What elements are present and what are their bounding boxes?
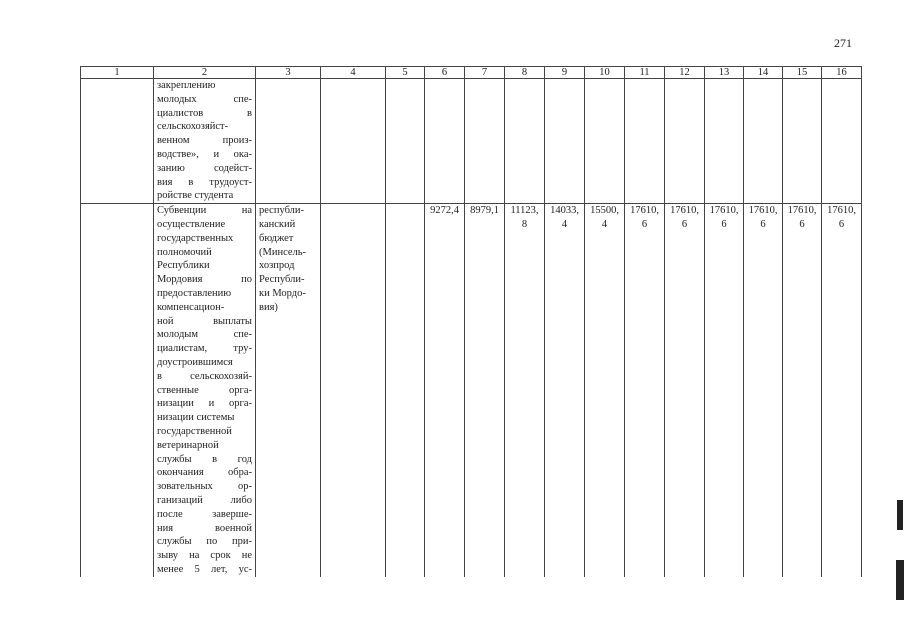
table-cell [386, 204, 425, 577]
text-line: ки Мордо- [259, 287, 306, 299]
value-part: 6 [721, 218, 727, 230]
text-line: Субвенции на [157, 205, 252, 217]
text-line: доустроившимся [157, 356, 233, 368]
column-header: 2 [154, 67, 256, 79]
value-part: 9272,4 [430, 205, 459, 217]
text-line: государственной [157, 425, 232, 437]
text-line: государственных [157, 232, 234, 244]
text-line: (Минсель- [259, 246, 307, 258]
value-part: 17610, [709, 205, 739, 217]
text-line: после заверше- [157, 508, 252, 520]
value-cell [425, 204, 465, 577]
text-line: сельскохозяйст- [157, 121, 229, 133]
value-part: 4 [561, 218, 568, 230]
text-line: низации и орга- [157, 398, 252, 410]
column-header: 15 [783, 67, 822, 79]
text-line: канский [259, 218, 296, 230]
column-header: 8 [505, 67, 545, 79]
table-cell [705, 79, 744, 204]
column-header: 5 [386, 67, 425, 79]
value-part: 15500, [590, 205, 619, 217]
value-part: 17610, [670, 205, 699, 217]
value-cell [465, 204, 505, 577]
text-line: ной выплаты [157, 315, 252, 327]
text-line: Мордовия по [157, 274, 252, 286]
scan-edge-mark [897, 500, 903, 530]
budget-table [80, 66, 862, 577]
text-line: Республики [157, 260, 210, 272]
table-cell [386, 79, 425, 204]
value-part: 17610, [748, 205, 778, 217]
text-line: циалистов в [157, 107, 252, 119]
value-cell [665, 204, 705, 577]
text-line: вия в трудоуст- [157, 176, 252, 188]
table-cell [783, 79, 822, 204]
scan-edge-mark [896, 560, 904, 600]
column-header: 16 [822, 67, 862, 79]
table-row [81, 79, 862, 204]
value-cell [783, 204, 822, 577]
column-header: 1 [81, 67, 154, 79]
text-line: осуществление [157, 218, 226, 230]
value-part: 8 [521, 218, 528, 230]
value-part: 6 [641, 218, 648, 230]
text-line: Республи- [259, 274, 305, 286]
column-header: 7 [465, 67, 505, 79]
measure-description-cell [154, 204, 256, 577]
column-number-row [81, 67, 862, 79]
value-part: 6 [838, 218, 845, 230]
text-line: предоставлению [157, 287, 232, 299]
text-line: ветеринарной [157, 439, 219, 451]
page-number: 271 [834, 36, 852, 50]
text-line: менее 5 лет, ус- [157, 563, 252, 575]
value-cell [625, 204, 665, 577]
column-header: 14 [744, 67, 783, 79]
value-cell [585, 204, 625, 577]
value-cell [705, 204, 744, 577]
value-part: 6 [681, 218, 688, 230]
table-cell [665, 79, 705, 204]
text-line: венном произ- [157, 135, 252, 147]
funding-source-cell [256, 204, 321, 577]
column-header: 10 [585, 67, 625, 79]
text-line: ственные орга- [157, 384, 252, 396]
text-line: циалистам, тру- [157, 343, 252, 355]
value-part: 8979,1 [470, 205, 499, 217]
text-line: республи- [259, 205, 304, 217]
text-line: низации системы [157, 412, 235, 424]
text-line: молодых спе- [157, 93, 252, 105]
column-header: 4 [321, 67, 386, 79]
text-line: молодым спе- [157, 329, 252, 341]
table-cell [256, 79, 321, 204]
value-part: 4 [601, 218, 608, 230]
text-line: закреплению [157, 80, 216, 91]
value-part: 17610, [630, 205, 659, 217]
table-cell [822, 79, 862, 204]
column-header: 13 [705, 67, 744, 79]
table-cell [505, 79, 545, 204]
table-cell [625, 79, 665, 204]
text-line: службы по при- [157, 536, 252, 548]
table-cell [585, 79, 625, 204]
table-cell [321, 204, 386, 577]
table-row [81, 204, 862, 577]
column-header: 12 [665, 67, 705, 79]
value-cell [822, 204, 862, 577]
value-cell [744, 204, 783, 577]
value-part: 14033, [550, 205, 579, 217]
text-line: службы в год [157, 453, 252, 465]
table-cell [465, 79, 505, 204]
value-cell [545, 204, 585, 577]
text-line: окончания обра- [157, 467, 252, 479]
text-line: в сельскохозяй- [157, 370, 252, 382]
text-line: ганизаций либо [157, 494, 252, 506]
table-cell [321, 79, 386, 204]
measure-description-cell [154, 79, 256, 204]
text-line: занию содейст- [157, 162, 252, 174]
text-line: вия) [259, 301, 278, 313]
text-line: полномочий [157, 246, 212, 258]
value-part: 11123, [510, 205, 539, 217]
table-cell [545, 79, 585, 204]
table-cell [425, 79, 465, 204]
text-line: компенсацион- [157, 301, 225, 313]
column-header: 3 [256, 67, 321, 79]
column-header: 6 [425, 67, 465, 79]
value-part: 6 [760, 218, 766, 230]
table-cell [81, 79, 154, 204]
value-part: 17610, [787, 205, 817, 217]
table-cell [744, 79, 783, 204]
text-line: зовательных ор- [157, 481, 252, 493]
value-part: 17610, [827, 205, 856, 217]
text-line: ния военной [157, 522, 252, 534]
value-part: 6 [799, 218, 805, 230]
text-line: зыву на срок не [157, 550, 252, 562]
text-line: водстве», и ока- [157, 148, 252, 160]
text-line: бюджет [259, 232, 294, 244]
table-cell [81, 204, 154, 577]
text-line: хозпрод [259, 260, 295, 272]
column-header: 11 [625, 67, 665, 79]
text-line: ройстве студента [157, 190, 234, 202]
value-cell [505, 204, 545, 577]
column-header: 9 [545, 67, 585, 79]
